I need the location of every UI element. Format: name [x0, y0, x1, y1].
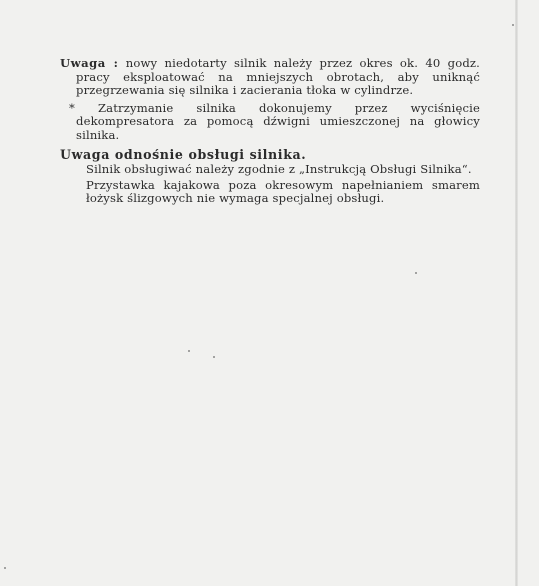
- document-body: [60, 57, 480, 206]
- service-paragraph-1: Silnik obsługiwać należy zgodnie z „Instrukcją Obsługi Silnika“.: [86, 162, 472, 177]
- speck-mark: [512, 24, 514, 26]
- section-heading: Uwaga odnośnie obsługi silnika.: [60, 146, 307, 162]
- service-paragraph-2: Przystawka kajakowa poza okresowym napełnianiem smarem łożysk ślizgowych nie wymaga specjalnej obsługi.: [86, 177, 480, 206]
- page-fold-line: [515, 0, 518, 586]
- stop-engine-note: * Zatrzymanie silnika dokonujemy przez wyciśnięcie dekompresatora za pomocą dźwigni umieszczonej na głowicy silnika.: [69, 100, 480, 142]
- uwaga-note: [60, 57, 480, 98]
- speck-mark: [415, 272, 417, 274]
- speck-mark: [4, 567, 6, 569]
- uwaga-label: Uwaga :: [60, 56, 119, 70]
- uwaga-text: nowy niedotarty silnik należy przez okres ok. 40 godz. pracy eksploatować na mniejszych obrotach, aby uniknąć przegrzewania się silnika i zacierania tłoka w cylindrze.: [76, 56, 480, 98]
- speck-mark: [213, 356, 215, 358]
- speck-mark: [188, 350, 190, 352]
